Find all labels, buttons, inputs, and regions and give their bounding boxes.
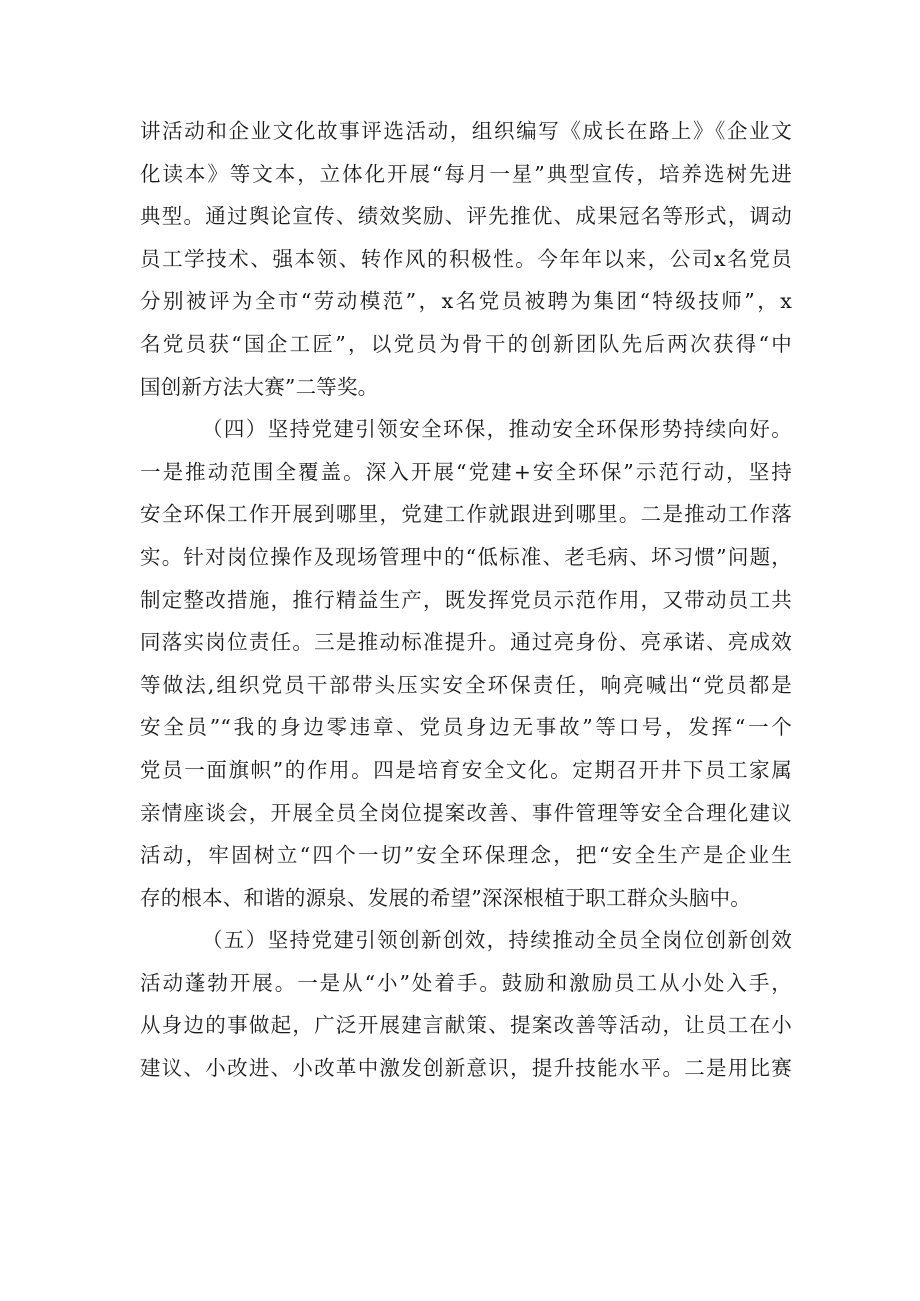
text-line: 员工学技术、强本领、转作风的积极性。今年年以来，公司x名党员 [140,246,792,271]
text-line: 亲情座谈会，开展全员全岗位提案改善、事件管理等安全合理化建议 [140,800,792,825]
text-line: （四）坚持党建引领安全环保，推动安全环保形势持续向好。 [202,417,792,442]
text-line: 安全员”“我的身边零违章、党员身边无事故”等口号，发挥“一个 [140,715,792,740]
text-line: 安全环保工作开展到哪里，党建工作就跟进到哪里。二是推动工作落 [140,502,792,527]
text-line: 分别被评为全市“劳动模范”，x名党员被聘为集团“特级技师”，x [140,289,792,314]
text-line: 实。针对岗位操作及现场管理中的“低标准、老毛病、坏习惯”问题， [140,544,792,569]
text-line: 从身边的事做起，广泛开展建言献策、提案改善等活动，让员工在小 [140,1013,792,1038]
text-line: 同落实岗位责任。三是推动标准提升。通过亮身份、亮承诺、亮成效 [140,630,792,655]
text-line: 化读本》等文本，立体化开展“每月一星”典型宣传，培养选树先进 [140,161,792,186]
text-line: 讲活动和企业文化故事评选活动，组织编写《成长在路上》《企业文 [140,119,792,143]
text-line: 党员一面旗帜”的作用。四是培育安全文化。定期召开井下员工家属 [140,757,792,782]
text-line: 国创新方法大赛”二等奖。 [140,374,379,399]
text-line: 一是推动范围全覆盖。深入开展“党建+安全环保”示范行动，坚持 [140,459,792,484]
text-line: 建议、小改进、小改革中激发创新意识，提升技能水平。二是用比赛 [140,1056,792,1081]
text-line: （五）坚持党建引领创新创效，持续推动全员全岗位创新创效 [202,928,792,953]
text-line: 存的根本、和谐的源泉、发展的希望”深深根植于职工群众头脑中。 [140,885,751,910]
document-body [140,110,792,1090]
text-line: 名党员获“国企工匠”，以党员为骨干的创新团队先后两次获得“中 [140,331,792,356]
text-line: 活动蓬勃开展。一是从“小”处着手。鼓励和激励员工从小处入手， [140,970,792,995]
text-line: 等做法,组织党员干部带头压实安全环保责任，响亮喊出“党员都是 [140,672,792,697]
text-line: 活动，牢固树立“四个一切”安全环保理念，把“安全生产是企业生 [140,843,792,868]
text-line: 典型。通过舆论宣传、绩效奖励、评先推优、成果冠名等形式，调动 [140,204,792,229]
text-line: 制定整改措施，推行精益生产，既发挥党员示范作用，又带动员工共 [140,587,792,612]
